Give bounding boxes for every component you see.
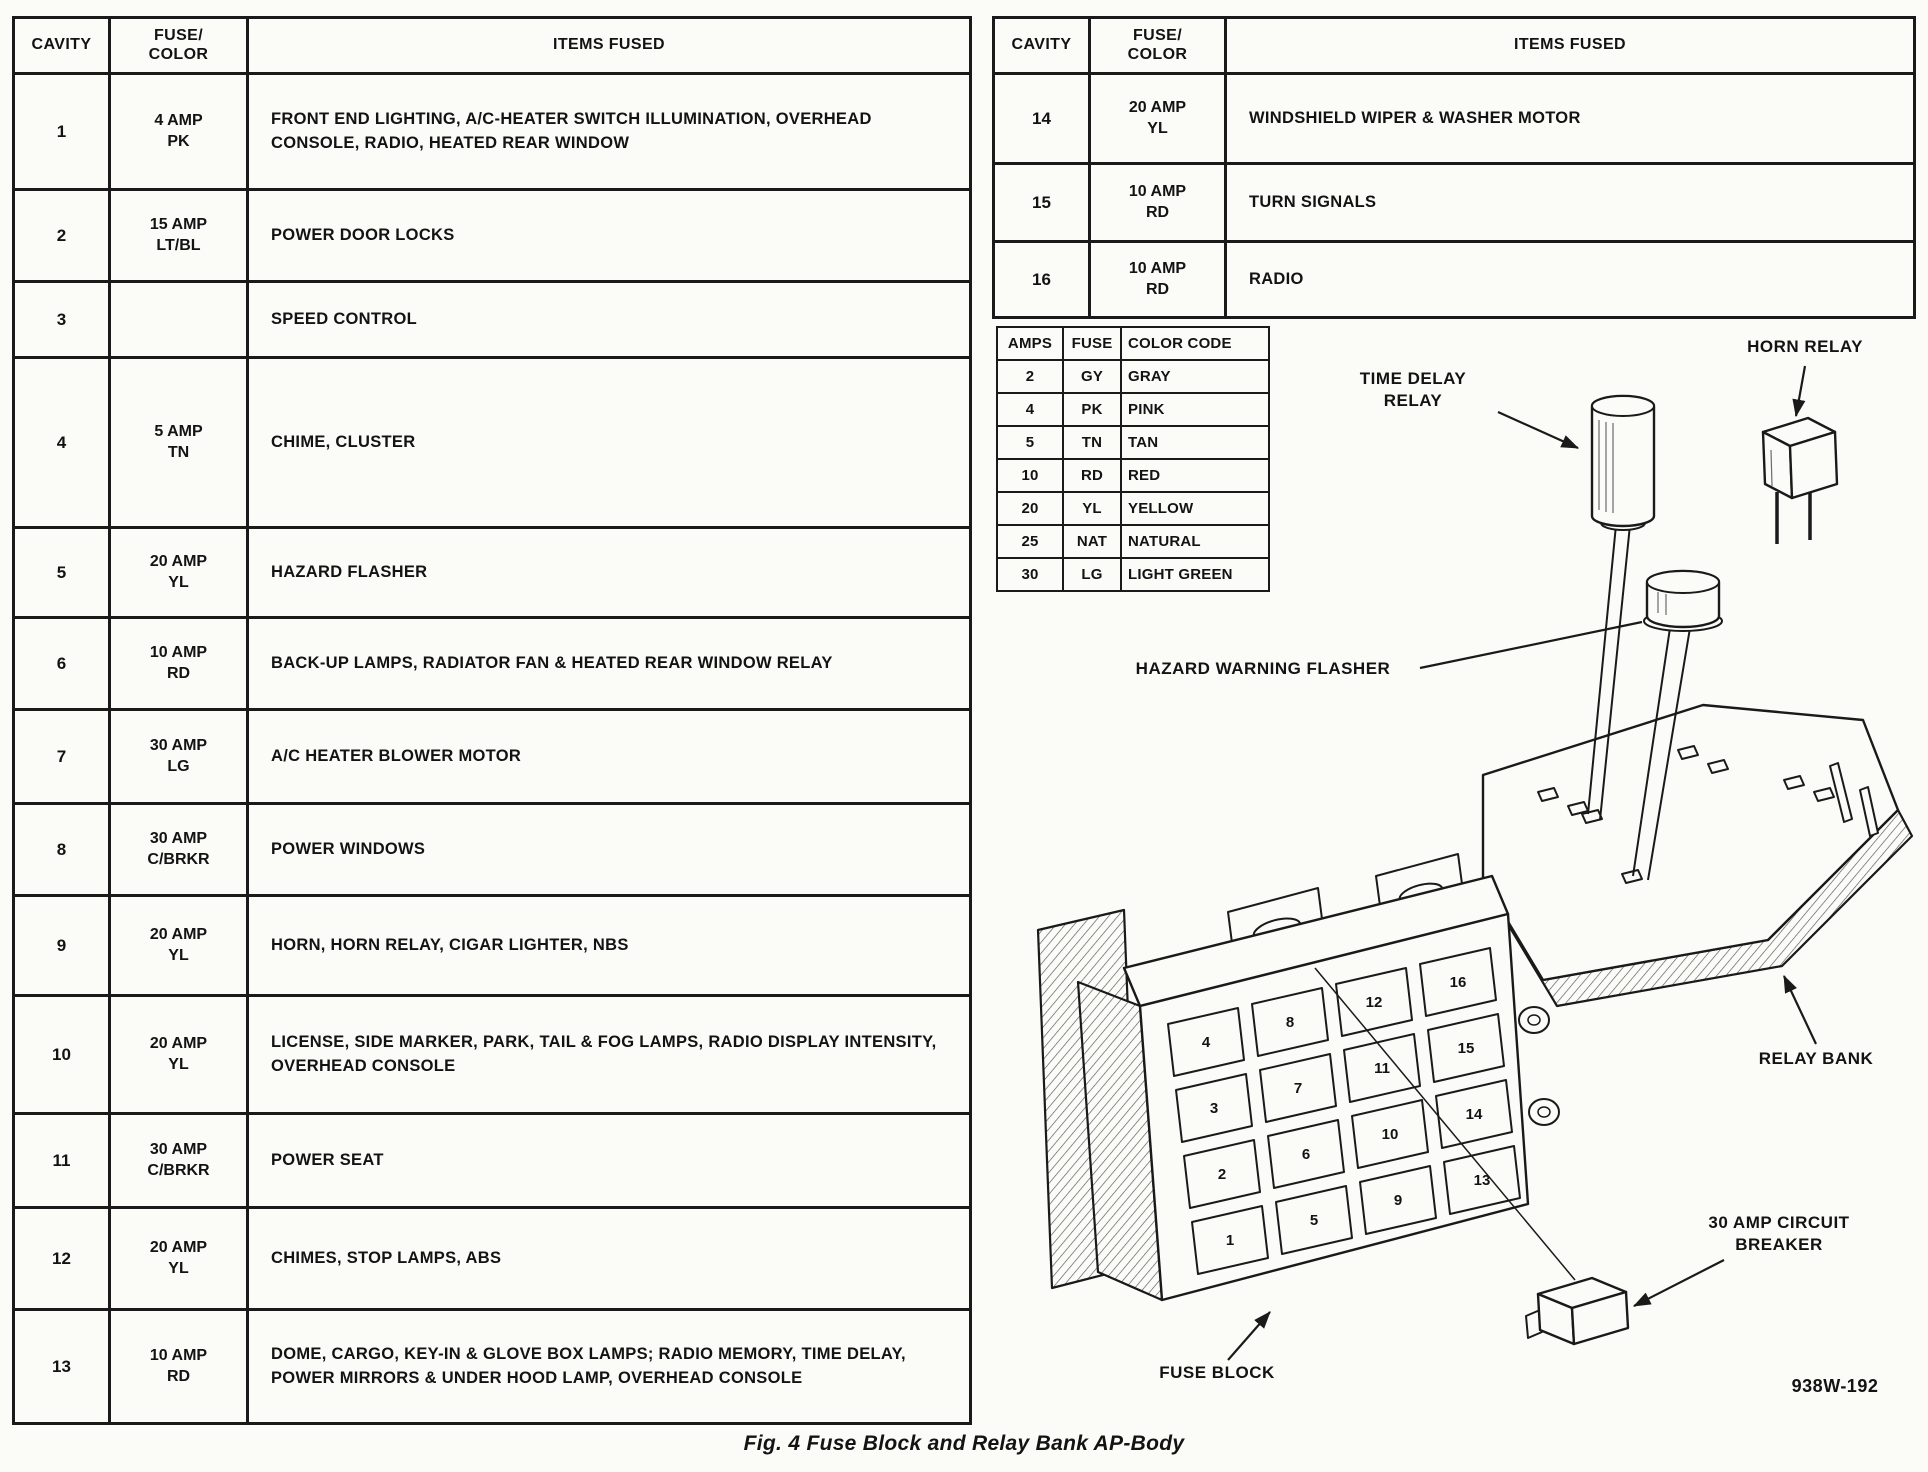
fuse-amp: 20 AMP bbox=[149, 1034, 208, 1052]
fuse-color: RD bbox=[1145, 203, 1170, 221]
fuse-cell bbox=[110, 1114, 248, 1208]
cavity-cell: 16 bbox=[994, 242, 1090, 318]
fuse-slot-number: 13 bbox=[1473, 1172, 1491, 1189]
fuse-slot-number: 16 bbox=[1449, 974, 1467, 991]
fuse-color: RD bbox=[166, 664, 191, 682]
fuse-slot-number: 8 bbox=[1285, 1014, 1295, 1031]
header-fuse-line2: COLOR bbox=[1127, 45, 1188, 63]
header-items-fused: ITEMS FUSED bbox=[248, 18, 971, 74]
label-time-delay-relay: TIME DELAY bbox=[1359, 369, 1467, 388]
amps-cell: 4 bbox=[997, 393, 1063, 426]
cavity-cell: 2 bbox=[14, 190, 110, 282]
header-fuse: FUSE bbox=[1063, 327, 1121, 360]
items-cell: A/C HEATER BLOWER MOTOR bbox=[248, 710, 971, 804]
fuse-amp: 20 AMP bbox=[1128, 98, 1187, 116]
fuse-row bbox=[14, 996, 971, 1114]
fuse-row bbox=[994, 74, 1915, 164]
fuse-color: LG bbox=[167, 757, 190, 775]
table-header-row bbox=[994, 18, 1915, 74]
fuse-row bbox=[14, 528, 971, 618]
fuse-table-left bbox=[12, 16, 972, 1425]
fuse-amp: 15 AMP bbox=[149, 215, 208, 233]
header-fuse-line1: FUSE/ bbox=[1132, 27, 1183, 45]
fuse-row bbox=[994, 242, 1915, 318]
color-code-row bbox=[997, 426, 1269, 459]
color-code-row bbox=[997, 360, 1269, 393]
fuse-cell bbox=[110, 804, 248, 896]
items-cell: POWER DOOR LOCKS bbox=[248, 190, 971, 282]
fuse-color: PK bbox=[167, 132, 190, 150]
label-time-delay-relay: RELAY bbox=[1383, 391, 1443, 410]
fuse-color: RD bbox=[166, 1367, 191, 1385]
items-cell: LICENSE, SIDE MARKER, PARK, TAIL & FOG LAMPS, RADIO DISPLAY INTENSITY, OVERHEAD CONSOLE bbox=[248, 996, 971, 1114]
fuse-code-cell: LG bbox=[1063, 558, 1121, 591]
fuse-slot-number: 1 bbox=[1225, 1232, 1235, 1249]
fuse-amp: 10 AMP bbox=[149, 643, 208, 661]
label-relay-bank: RELAY BANK bbox=[1758, 1049, 1874, 1068]
fuse-cell bbox=[110, 358, 248, 528]
fuse-cell bbox=[110, 618, 248, 710]
color-code-table bbox=[996, 326, 1270, 592]
header-fuse-color bbox=[110, 18, 248, 74]
fuse-cell bbox=[110, 528, 248, 618]
cavity-cell: 4 bbox=[14, 358, 110, 528]
fuse-color: RD bbox=[1145, 280, 1170, 298]
figure-caption: Fig. 4 Fuse Block and Relay Bank AP-Body bbox=[743, 1432, 1185, 1455]
items-cell: BACK-UP LAMPS, RADIATOR FAN & HEATED REAR WINDOW RELAY bbox=[248, 618, 971, 710]
header-fuse-line1: FUSE/ bbox=[153, 27, 204, 45]
fuse-cell bbox=[1090, 164, 1226, 242]
items-cell: POWER WINDOWS bbox=[248, 804, 971, 896]
fuse-row bbox=[14, 190, 971, 282]
fuse-slot-number: 7 bbox=[1293, 1080, 1303, 1097]
fuse-cell bbox=[110, 190, 248, 282]
amps-cell: 2 bbox=[997, 360, 1063, 393]
items-cell: CHIMES, STOP LAMPS, ABS bbox=[248, 1208, 971, 1310]
header-items-fused: ITEMS FUSED bbox=[1226, 18, 1915, 74]
fuse-row bbox=[14, 358, 971, 528]
fuse-row bbox=[14, 74, 971, 190]
fuse-slot-number: 2 bbox=[1217, 1166, 1227, 1183]
fuse-slot-number: 12 bbox=[1365, 994, 1383, 1011]
header-fuse-line2: COLOR bbox=[148, 45, 209, 63]
items-cell: HORN, HORN RELAY, CIGAR LIGHTER, NBS bbox=[248, 896, 971, 996]
fuse-cell bbox=[110, 282, 248, 358]
fuse-color: YL bbox=[168, 946, 189, 964]
items-cell: RADIO bbox=[1226, 242, 1915, 318]
cavity-cell: 7 bbox=[14, 710, 110, 804]
color-code-row bbox=[997, 459, 1269, 492]
label-hazard-warning-flasher: HAZARD WARNING FLASHER bbox=[1135, 659, 1391, 678]
items-cell: HAZARD FLASHER bbox=[248, 528, 971, 618]
color-code-row bbox=[997, 393, 1269, 426]
fuse-amp: 20 AMP bbox=[149, 925, 208, 943]
color-name-cell: LIGHT GREEN bbox=[1121, 558, 1269, 591]
cavity-cell: 9 bbox=[14, 896, 110, 996]
fuse-block-drawing bbox=[1038, 854, 1575, 1300]
cavity-cell: 6 bbox=[14, 618, 110, 710]
color-name-cell: PINK bbox=[1121, 393, 1269, 426]
items-cell: CHIME, CLUSTER bbox=[248, 358, 971, 528]
fuse-color: YL bbox=[168, 1259, 189, 1277]
fuse-color: YL bbox=[1147, 119, 1168, 137]
fuse-cell bbox=[1090, 242, 1226, 318]
label-horn-relay: HORN RELAY bbox=[1747, 337, 1863, 356]
fuse-cell bbox=[110, 996, 248, 1114]
cavity-cell: 15 bbox=[994, 164, 1090, 242]
fuse-code-cell: RD bbox=[1063, 459, 1121, 492]
label-circuit-breaker: BREAKER bbox=[1735, 1235, 1823, 1254]
fuse-slot-number: 10 bbox=[1381, 1126, 1399, 1143]
color-code-row bbox=[997, 525, 1269, 558]
fuse-cell bbox=[110, 74, 248, 190]
fuse-color: C/BRKR bbox=[147, 1161, 210, 1179]
table-header-row bbox=[14, 18, 971, 74]
amps-cell: 25 bbox=[997, 525, 1063, 558]
cavity-cell: 11 bbox=[14, 1114, 110, 1208]
fuse-cell bbox=[110, 710, 248, 804]
amps-cell: 30 bbox=[997, 558, 1063, 591]
fuse-color: C/BRKR bbox=[147, 850, 210, 868]
fuse-cell bbox=[110, 1208, 248, 1310]
fuse-slot-number: 5 bbox=[1309, 1212, 1319, 1229]
color-name-cell: GRAY bbox=[1121, 360, 1269, 393]
color-name-cell: TAN bbox=[1121, 426, 1269, 459]
fuse-row bbox=[994, 164, 1915, 242]
cavity-cell: 13 bbox=[14, 1310, 110, 1424]
fuse-amp: 30 AMP bbox=[149, 736, 208, 754]
circuit-breaker-drawing bbox=[1526, 1278, 1628, 1344]
header-amps: AMPS bbox=[997, 327, 1063, 360]
fuse-code-cell: TN bbox=[1063, 426, 1121, 459]
fuse-amp: 10 AMP bbox=[1128, 182, 1187, 200]
color-code-row bbox=[997, 492, 1269, 525]
fuse-row bbox=[14, 618, 971, 710]
fuse-slot-number: 4 bbox=[1201, 1034, 1211, 1051]
fuse-amp: 5 AMP bbox=[154, 422, 203, 440]
fuse-row bbox=[14, 710, 971, 804]
items-cell: SPEED CONTROL bbox=[248, 282, 971, 358]
fuse-row bbox=[14, 804, 971, 896]
header-fuse-color bbox=[1090, 18, 1226, 74]
fuse-cell bbox=[1090, 74, 1226, 164]
fuse-row bbox=[14, 1208, 971, 1310]
color-code-header-row bbox=[997, 327, 1269, 360]
amps-cell: 20 bbox=[997, 492, 1063, 525]
header-cavity: CAVITY bbox=[14, 18, 110, 74]
label-circuit-breaker: 30 AMP CIRCUIT bbox=[1708, 1213, 1850, 1232]
fuse-code-cell: YL bbox=[1063, 492, 1121, 525]
amps-cell: 10 bbox=[997, 459, 1063, 492]
fuse-cell bbox=[110, 896, 248, 996]
color-name-cell: YELLOW bbox=[1121, 492, 1269, 525]
color-name-cell: RED bbox=[1121, 459, 1269, 492]
cavity-cell: 8 bbox=[14, 804, 110, 896]
fuse-color: YL bbox=[168, 573, 189, 591]
items-cell: TURN SIGNALS bbox=[1226, 164, 1915, 242]
fuse-slot-number: 14 bbox=[1465, 1106, 1483, 1123]
header-color-code: COLOR CODE bbox=[1121, 327, 1269, 360]
fuse-row bbox=[14, 896, 971, 996]
header-cavity: CAVITY bbox=[994, 18, 1090, 74]
color-code-row bbox=[997, 558, 1269, 591]
cavity-cell: 3 bbox=[14, 282, 110, 358]
fuse-table-right bbox=[992, 16, 1916, 319]
fuse-code-cell: PK bbox=[1063, 393, 1121, 426]
items-cell: DOME, CARGO, KEY-IN & GLOVE BOX LAMPS; RADIO MEMORY, TIME DELAY, POWER MIRRORS & UNDER HOOD LAMP, OVERHEAD CONSOLE bbox=[248, 1310, 971, 1424]
items-cell: WINDSHIELD WIPER & WASHER MOTOR bbox=[1226, 74, 1915, 164]
fuse-amp: 10 AMP bbox=[1128, 259, 1187, 277]
fuse-color: LT/BL bbox=[156, 236, 201, 254]
fuse-slot-number: 15 bbox=[1457, 1040, 1475, 1057]
fuse-row bbox=[14, 282, 971, 358]
cavity-cell: 10 bbox=[14, 996, 110, 1114]
cavity-cell: 1 bbox=[14, 74, 110, 190]
relay-bank-drawing bbox=[1483, 705, 1912, 1006]
horn-relay-drawing bbox=[1763, 418, 1837, 544]
fuse-cell bbox=[110, 1310, 248, 1424]
fuse-slot-number: 11 bbox=[1374, 1060, 1390, 1077]
fuse-amp: 20 AMP bbox=[149, 552, 208, 570]
fuse-color: TN bbox=[167, 443, 190, 461]
fuse-color: YL bbox=[168, 1055, 189, 1073]
cavity-cell: 12 bbox=[14, 1208, 110, 1310]
fuse-code-cell: GY bbox=[1063, 360, 1121, 393]
fuse-row bbox=[14, 1310, 971, 1424]
fuse-amp: 30 AMP bbox=[149, 829, 208, 847]
fuse-row bbox=[14, 1114, 971, 1208]
fuse-code-cell: NAT bbox=[1063, 525, 1121, 558]
cavity-cell: 14 bbox=[994, 74, 1090, 164]
label-fuse-block: FUSE BLOCK bbox=[1159, 1363, 1275, 1382]
fuse-amp: 30 AMP bbox=[149, 1140, 208, 1158]
fuse-amp: 4 AMP bbox=[154, 111, 203, 129]
cavity-cell: 5 bbox=[14, 528, 110, 618]
figure-part-number: 938W-192 bbox=[1791, 1376, 1879, 1396]
items-cell: POWER SEAT bbox=[248, 1114, 971, 1208]
fuse-amp: 20 AMP bbox=[149, 1238, 208, 1256]
fuse-slot-number: 9 bbox=[1393, 1192, 1403, 1209]
fuse-amp: 10 AMP bbox=[149, 1346, 208, 1364]
color-name-cell: NATURAL bbox=[1121, 525, 1269, 558]
amps-cell: 5 bbox=[997, 426, 1063, 459]
fuse-slot-number: 3 bbox=[1209, 1100, 1219, 1117]
items-cell: FRONT END LIGHTING, A/C-HEATER SWITCH ILLUMINATION, OVERHEAD CONSOLE, RADIO, HEATED REAR WINDOW bbox=[248, 74, 971, 190]
fuse-slot-number: 6 bbox=[1301, 1146, 1311, 1163]
